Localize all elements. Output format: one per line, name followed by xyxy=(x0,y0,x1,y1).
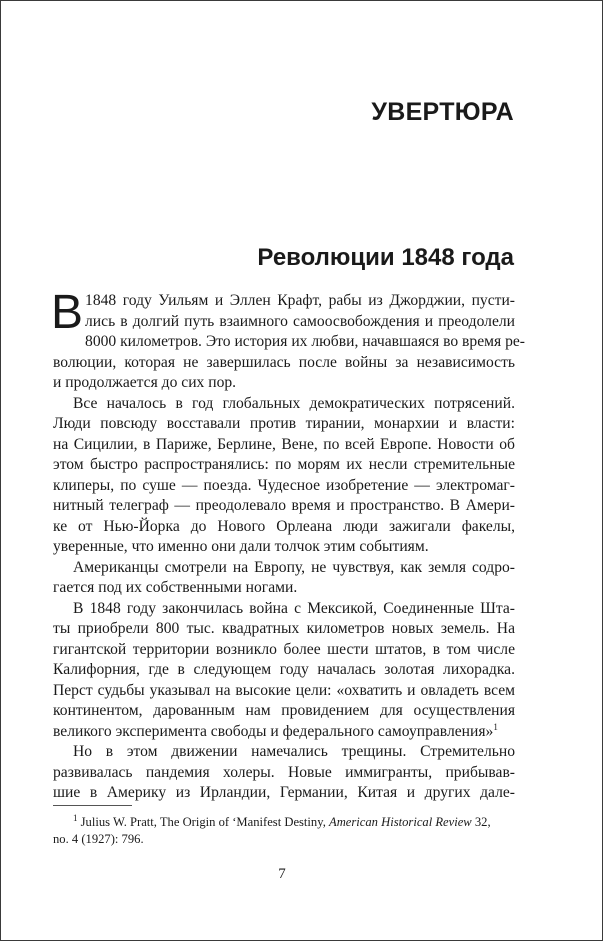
footnote-text: Julius W. Pratt, The Origin of ‘Manifest Destiny, xyxy=(77,815,330,829)
footnote-text: 32, xyxy=(471,815,491,829)
chapter-title: Революции 1848 года xyxy=(257,244,514,271)
footnote-line: no. 4 (1927): 796. xyxy=(53,832,144,846)
text-line: и продолжается до сих пор. xyxy=(53,374,237,391)
text-line: волюции, которая не завершилась после войны за независимость xyxy=(53,353,515,371)
footnote-ref: 1 xyxy=(493,721,498,732)
text-line: ты приобрели 800 тыс. квадратных километров новых земель. На xyxy=(53,620,515,637)
text-line: Калифорния, где в следующем году началась золотая лихорадка. xyxy=(53,661,515,678)
text-line: континентом, дарованным нам провидением для осуществления xyxy=(53,702,515,719)
paragraph-5 xyxy=(53,742,515,804)
footnote xyxy=(53,814,515,848)
paragraph-2 xyxy=(53,394,515,558)
drop-cap: В xyxy=(51,286,84,339)
footnote-line xyxy=(53,814,515,831)
text-line xyxy=(53,722,515,743)
text-line: шие в Америку из Ирландии, Германии, Китая и других дале- xyxy=(53,784,515,801)
part-title: УВЕРТЮРА xyxy=(371,98,514,126)
text-line-content: великого эксперимента свободы и федерального самоуправления» xyxy=(53,722,494,740)
text-line: Но в этом движении намечались трещины. Стремительно xyxy=(73,743,515,760)
text-line: ке от Нью-Йорка до Нового Орлеана люди зажигали факелы, xyxy=(53,517,515,535)
text-line: Перст судьбы указывал на высокие цели: «охватить и овладеть всем xyxy=(53,681,515,699)
text-line: Люди повсюду восставали против тирании, монархии и власти: xyxy=(53,415,515,432)
paragraph-3 xyxy=(53,558,515,599)
text-line: нитный телеграф — преодолевало время и пространство. В Амери- xyxy=(53,497,515,514)
text-line: лись в долгий путь взаимного самоосвобождения и преодолели xyxy=(85,312,515,330)
text-line: этом быстро распространялись: по морям их несли стремительные xyxy=(53,456,515,473)
text-line: на Сицилии, в Париже, Берлине, Вене, по всей Европе. Новости об xyxy=(53,435,515,453)
text-line: 1848 году Уильям и Эллен Крафт, рабы из Джорджии, пусти- xyxy=(85,292,515,309)
text-line: клиперы, по суше — поезда. Чудесное изобретение — электромаг- xyxy=(53,476,515,494)
page-number: 7 xyxy=(278,866,286,882)
text-line: Американцы смотрели на Европу, не чувствуя, как земля содро- xyxy=(73,558,515,576)
paragraph-1 xyxy=(51,286,525,394)
text-line: гигантской территории возникло более шести штатов, в том числе xyxy=(53,640,515,658)
footnote-number: 1 xyxy=(73,812,78,823)
text-line: уверенные, что именно они дали толчок этим событиям. xyxy=(53,538,429,555)
footnote-divider xyxy=(53,805,132,806)
text-line: Все началось в год глобальных демократических потрясений. xyxy=(73,394,515,412)
paragraph-4 xyxy=(53,599,515,743)
footnote-journal: American Historical Review xyxy=(329,815,472,829)
text-line: развивалась пандемия холеры. Новые иммигранты, прибывав- xyxy=(53,763,515,781)
text-line: 8000 километров. Это история их любви, начавшаяся во время ре- xyxy=(85,333,525,350)
text-line: В 1848 году закончилась война с Мексикой, Соединенные Шта- xyxy=(73,599,515,617)
text-line: гается под их собственными ногами. xyxy=(53,579,298,596)
chapter-body xyxy=(51,286,525,804)
